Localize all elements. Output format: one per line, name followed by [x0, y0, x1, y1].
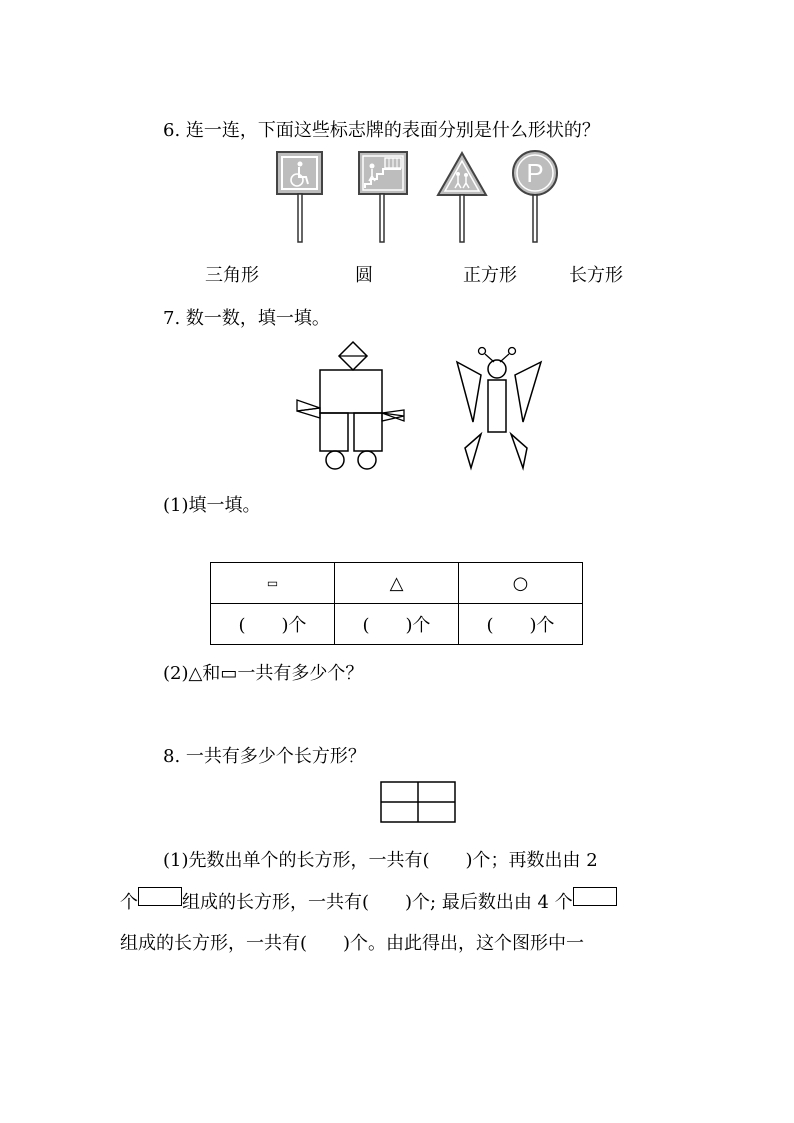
- q7-part1: (1)填一填。: [163, 495, 261, 516]
- small-rectangle-box: [138, 887, 182, 906]
- small-rectangle-box-2: [573, 887, 617, 906]
- table-cell-triangle-count[interactable]: ( )个: [335, 604, 459, 645]
- shape-label-rectangle: 长方形: [569, 265, 623, 286]
- rectangle-grid-figure: [380, 780, 457, 824]
- shape-label-triangle: 三角形: [205, 265, 259, 286]
- q8-line1: (1)先数出单个的长方形，一共有( )个；再数出由 2: [163, 850, 598, 871]
- q7-count-table: [210, 562, 583, 645]
- table-header-triangle: △: [335, 563, 459, 604]
- q7-part2: (2)△和▭一共有多少个？: [163, 663, 364, 684]
- table-header-rectangle: ▭: [211, 563, 335, 604]
- butterfly-shapes-figure: [453, 340, 545, 472]
- q8-line3: 组成的长方形，一共有( )个。由此得出，这个图形中一: [120, 933, 585, 954]
- table-header-circle: ○: [459, 563, 583, 604]
- q8-title: 8. 一共有多少个长方形？: [163, 746, 366, 767]
- shape-label-circle: 圆: [355, 265, 373, 286]
- table-cell-circle-count[interactable]: ( )个: [459, 604, 583, 645]
- q8-line2-text: 组成的长方形，一共有( )个; 最后数出由 4 个: [182, 892, 573, 913]
- q8-line2-prefix: 个: [120, 892, 138, 913]
- table-cell-rectangle-count[interactable]: ( )个: [211, 604, 335, 645]
- q7-title: 7. 数一数，填一填。: [163, 308, 330, 329]
- q6-signs-figure: [270, 148, 570, 248]
- shape-label-square: 正方形: [463, 265, 517, 286]
- parking-letter: P: [526, 158, 544, 188]
- robot-shapes-figure: [294, 338, 406, 474]
- q8-line2: [120, 887, 617, 914]
- q6-title: 6. 连一连，下面这些标志牌的表面分别是什么形状的？: [163, 120, 600, 141]
